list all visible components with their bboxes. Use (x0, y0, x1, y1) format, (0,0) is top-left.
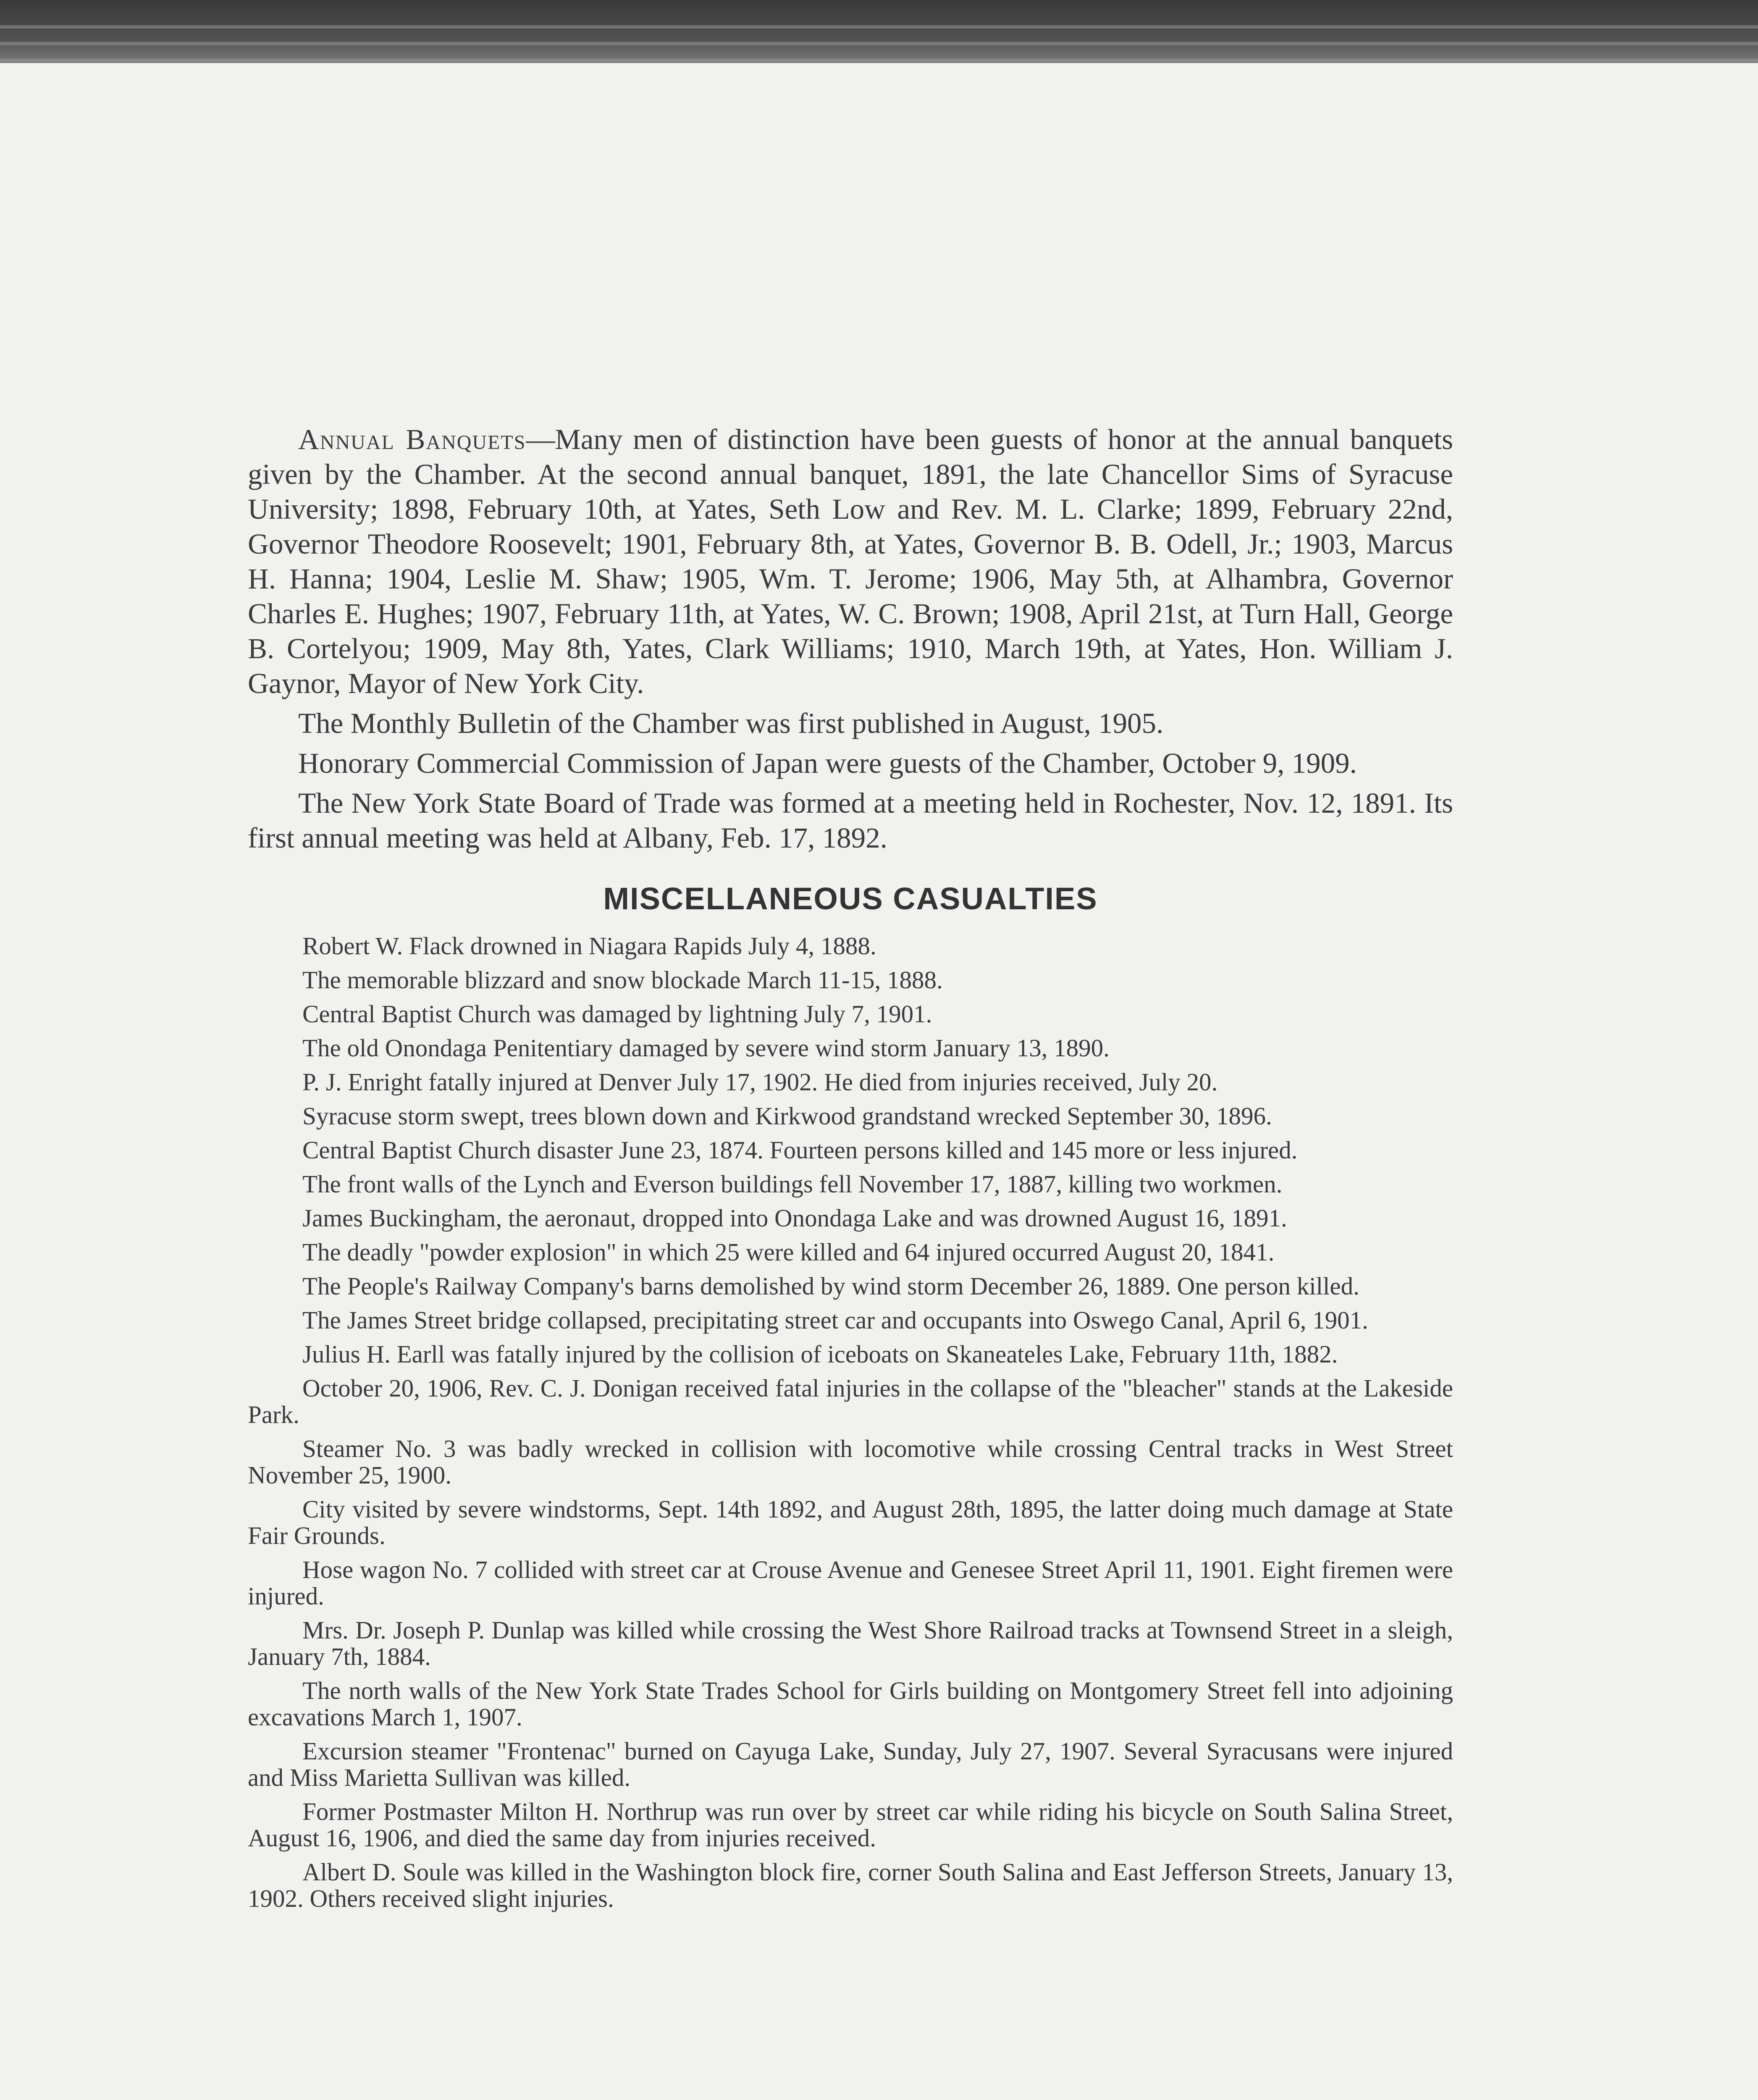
casualty-entry: The People's Railway Company's barns demolished by wind storm December 26, 1889. One person killed. (302, 1272, 1359, 1300)
edge-streak (0, 25, 1758, 29)
paragraph-text: The Monthly Bulletin of the Chamber was first published in August, 1905. (298, 707, 1164, 739)
casualty-entry: Albert D. Soule was killed in the Washington block fire, corner South Salina and East Jefferson Streets, January 13, 1902. Others received slight injuries. (248, 1858, 1453, 1912)
casualty-entry: The memorable blizzard and snow blockade March 11-15, 1888. (302, 966, 943, 994)
casualties-list (248, 933, 1453, 1912)
casualty-entry: The old Onondaga Penitentiary damaged by severe wind storm January 13, 1890. (302, 1034, 1110, 1062)
paragraph-board-of-trade (248, 786, 1453, 856)
casualty-entry: Central Baptist Church was damaged by lightning July 7, 1901. (302, 1000, 932, 1028)
casualty-entry: The deadly "powder explosion" in which 25 were killed and 64 injured occurred August 20, 1841. (302, 1238, 1275, 1266)
paragraph-lead: Annual Banquets (298, 423, 526, 455)
edge-streak (0, 59, 1758, 62)
casualty-entry: Mrs. Dr. Joseph P. Dunlap was killed while crossing the West Shore Railroad tracks at Townsend Street in a sleigh, January 7th, 1884. (248, 1616, 1453, 1670)
paragraph-text: —Many men of distinction have been guests of honor at the annual banquets given by the Chamber. At the second annual banquet, 1891, the late Chancellor Sims of Syracuse University; 1898, February 10th, at Yates, Seth Low and Rev. M. L. Clarke; 1899, February 22nd, Governor Theodore Roosevelt; 1901, February 8th, at Yates, Governor B. B. Odell, Jr.; 1903, Marcus H. Hanna; 1904, Leslie M. Shaw; 1905, Wm. T. Jerome; 1906, May 5th, at Alhambra, Governor Charles E. Hughes; 1907, February 11th, at Yates, W. C. Brown; 1908, April 21st, at Turn Hall, George B. Cortelyou; 1909, May 8th, Yates, Clark Williams; 1910, March 19th, at Yates, Hon. William J. Gaynor, Mayor of New York City. (248, 423, 1454, 699)
casualty-entry: The James Street bridge collapsed, precipitating street car and occupants into Oswego Canal, April 6, 1901. (302, 1306, 1368, 1334)
casualty-entry: October 20, 1906, Rev. C. J. Donigan received fatal injuries in the collapse of the "bleacher" stands at the Lakeside Park. (248, 1374, 1453, 1428)
casualty-entry: Hose wagon No. 7 collided with street car at Crouse Avenue and Genesee Street April 11, 1901. Eight firemen were injured. (248, 1556, 1453, 1610)
paragraph-japan-commission (248, 746, 1453, 781)
section-heading: MISCELLANEOUS CASUALTIES (603, 881, 1098, 916)
casualty-entry: Syracuse storm swept, trees blown down and Kirkwood grandstand wrecked September 30, 1896. (302, 1102, 1272, 1130)
paragraph-annual-banquets (248, 422, 1453, 701)
casualty-entry: City visited by severe windstorms, Sept. 14th 1892, and August 28th, 1895, the latter doing much damage at State Fair Grounds. (248, 1495, 1453, 1549)
casualty-entry: P. J. Enright fatally injured at Denver July 17, 1902. He died from injuries received, July 20. (302, 1068, 1218, 1096)
casualty-entry: Steamer No. 3 was badly wrecked in collision with locomotive while crossing Central tracks in West Street November 25, 1900. (248, 1435, 1453, 1489)
page-text-block (248, 422, 1453, 1919)
casualty-entry: The front walls of the Lynch and Everson buildings fell November 17, 1887, killing two workmen. (302, 1170, 1283, 1198)
casualty-entry: Central Baptist Church disaster June 23, 1874. Fourteen persons killed and 145 more or less injured. (302, 1136, 1298, 1164)
paragraph-text: Honorary Commercial Commission of Japan were guests of the Chamber, October 9, 1909. (298, 747, 1357, 779)
casualty-entry: The north walls of the New York State Trades School for Girls building on Montgomery Street fell into adjoining excavations March 1, 1907. (248, 1677, 1453, 1731)
casualty-entry: Excursion steamer "Frontenac" burned on Cayuga Lake, Sunday, July 27, 1907. Several Syracusans were injured and Miss Marietta Sullivan was killed. (248, 1737, 1453, 1791)
casualty-entry: Former Postmaster Milton H. Northrup was run over by street car while riding his bicycle on South Salina Street, August 16, 1906, and died the same day from injuries received. (248, 1798, 1453, 1852)
edge-streak (0, 42, 1758, 45)
casualty-entry: Robert W. Flack drowned in Niagara Rapids July 4, 1888. (302, 932, 876, 960)
casualty-entry: James Buckingham, the aeronaut, dropped into Onondaga Lake and was drowned August 16, 1891. (302, 1204, 1287, 1232)
paragraph-text: The New York State Board of Trade was formed at a meeting held in Rochester, Nov. 12, 1891. Its first annual meeting was held at Albany, Feb. 17, 1892. (248, 787, 1453, 854)
casualty-entry: Julius H. Earll was fatally injured by the collision of iceboats on Skaneateles Lake, February 11th, 1882. (302, 1340, 1338, 1368)
paragraph-monthly-bulletin (248, 706, 1453, 741)
